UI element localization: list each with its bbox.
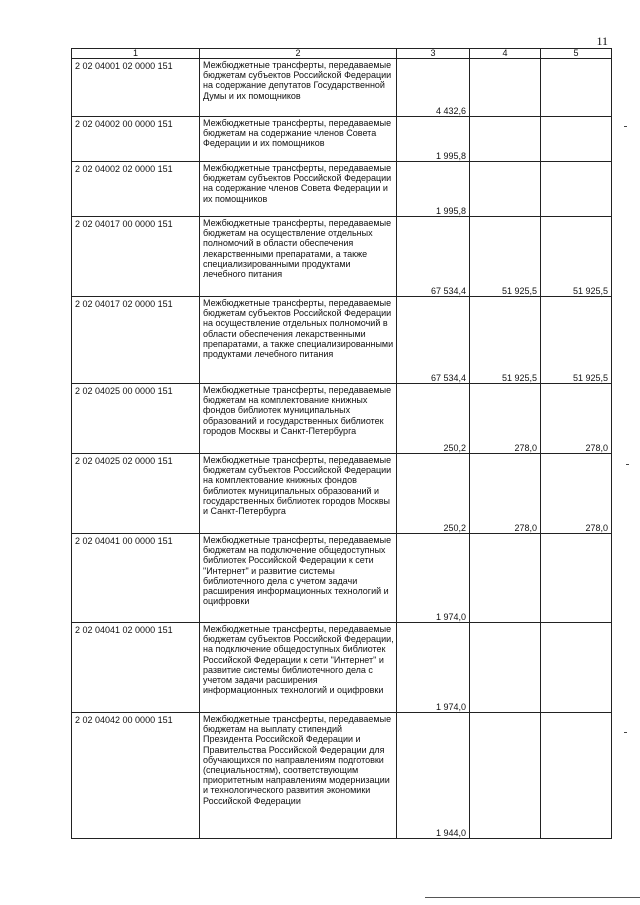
table-row: [72, 713, 612, 839]
description: Межбюджетные трансферты, передаваемые бюджетам субъектов Российской Федерации на комплектование книжных фондов библиотек муниципальных образований и государственных библиотек городов Москвы и Санкт-Петербурга: [200, 454, 397, 534]
value-col4: 278,0: [470, 454, 541, 534]
table-row: [72, 454, 612, 534]
value-col5: 51 925,5: [541, 217, 612, 297]
budget-code: 2 02 04025 02 0000 151: [72, 454, 200, 534]
table-row: [72, 217, 612, 297]
scan-speck: [624, 126, 627, 127]
value-col5: [541, 623, 612, 713]
value-col4: [470, 59, 541, 117]
value-col5: [541, 713, 612, 839]
budget-code: 2 02 04025 00 0000 151: [72, 384, 200, 454]
budget-code: 2 02 04042 00 0000 151: [72, 713, 200, 839]
budget-code: 2 02 04001 02 0000 151: [72, 59, 200, 117]
column-header: 1: [72, 49, 200, 59]
value-col5: [541, 162, 612, 217]
value-col3: 1 995,8: [397, 162, 470, 217]
description: Межбюджетные трансферты, передаваемые бюджетам на содержание членов Совета Федерации и их помощников: [200, 117, 397, 162]
budget-code: 2 02 04041 00 0000 151: [72, 534, 200, 623]
value-col3: 1 974,0: [397, 534, 470, 623]
value-col4: [470, 623, 541, 713]
value-col4: 51 925,5: [470, 297, 541, 384]
value-col3: 4 432,6: [397, 59, 470, 117]
value-col4: 278,0: [470, 384, 541, 454]
value-col5: 51 925,5: [541, 297, 612, 384]
column-header: 5: [541, 49, 612, 59]
value-col5: [541, 534, 612, 623]
description: Межбюджетные трансферты, передаваемые бюджетам субъектов Российской Федерации на содержание членов Совета Федерации и их помощников: [200, 162, 397, 217]
description: Межбюджетные трансферты, передаваемые бюджетам на осуществление отдельных полномочий в области обеспечения лекарственными препаратами, а также специализированными продуктами лечебного питания: [200, 217, 397, 297]
budget-table: [71, 48, 612, 839]
value-col4: [470, 117, 541, 162]
budget-code: 2 02 04002 00 0000 151: [72, 117, 200, 162]
value-col3: 250,2: [397, 384, 470, 454]
description: Межбюджетные трансферты, передаваемые бюджетам субъектов Российской Федерации на осуществление отдельных полномочий в области обеспечения лекарственными препаратами, а также специализированными продуктами лечебного питания: [200, 297, 397, 384]
description: Межбюджетные трансферты, передаваемые бюджетам на выплату стипендий Президента Российской Федерации и Правительства Российской Федерации для обучающихся по направлениям подготовки (специальностям), соответствующим приоритетным направлениям модернизации и технологического развития экономики Российской Федерации: [200, 713, 397, 839]
value-col3: 1 974,0: [397, 623, 470, 713]
value-col4: [470, 534, 541, 623]
table-row: [72, 59, 612, 117]
value-col5: [541, 59, 612, 117]
description: Межбюджетные трансферты, передаваемые бюджетам субъектов Российской Федерации, на подключение общедоступных библиотек Российской Федерации к сети "Интернет" и развитие системы библиотечного дела с учетом задачи расширения информационных технологий и оцифровки: [200, 623, 397, 713]
table-row: [72, 384, 612, 454]
value-col3: 1 995,8: [397, 117, 470, 162]
table-row: [72, 534, 612, 623]
table-row: [72, 623, 612, 713]
value-col5: [541, 117, 612, 162]
budget-code: 2 02 04017 02 0000 151: [72, 297, 200, 384]
table-row: [72, 117, 612, 162]
value-col3: 67 534,4: [397, 297, 470, 384]
budget-code: 2 02 04041 02 0000 151: [72, 623, 200, 713]
scan-speck: [626, 464, 629, 465]
value-col3: 1 944,0: [397, 713, 470, 839]
column-header: 2: [200, 49, 397, 59]
budget-code: 2 02 04017 00 0000 151: [72, 217, 200, 297]
table-row: [72, 297, 612, 384]
value-col5: 278,0: [541, 454, 612, 534]
budget-code: 2 02 04002 02 0000 151: [72, 162, 200, 217]
value-col3: 67 534,4: [397, 217, 470, 297]
value-col3: 250,2: [397, 454, 470, 534]
page-number: 11: [596, 34, 608, 48]
description: Межбюджетные трансферты, передаваемые бюджетам на комплектование книжных фондов библиотек муниципальных образований и государственных библиотек городов Москвы и Санкт-Петербурга: [200, 384, 397, 454]
table-row: [72, 162, 612, 217]
header-row: [72, 49, 612, 59]
description: Межбюджетные трансферты, передаваемые бюджетам субъектов Российской Федерации на содержание депутатов Государственной Думы и их помощников: [200, 59, 397, 117]
scan-speck: [624, 732, 627, 733]
value-col4: 51 925,5: [470, 217, 541, 297]
value-col4: [470, 713, 541, 839]
scan-edge-line: [425, 897, 640, 898]
column-header: 3: [397, 49, 470, 59]
description: Межбюджетные трансферты, передаваемые бюджетам на подключение общедоступных библиотек Российской Федерации к сети "Интернет" и развитие системы библиотечного дела с учетом задачи расширения информационных технологий и оцифровки: [200, 534, 397, 623]
value-col4: [470, 162, 541, 217]
column-header: 4: [470, 49, 541, 59]
value-col5: 278,0: [541, 384, 612, 454]
